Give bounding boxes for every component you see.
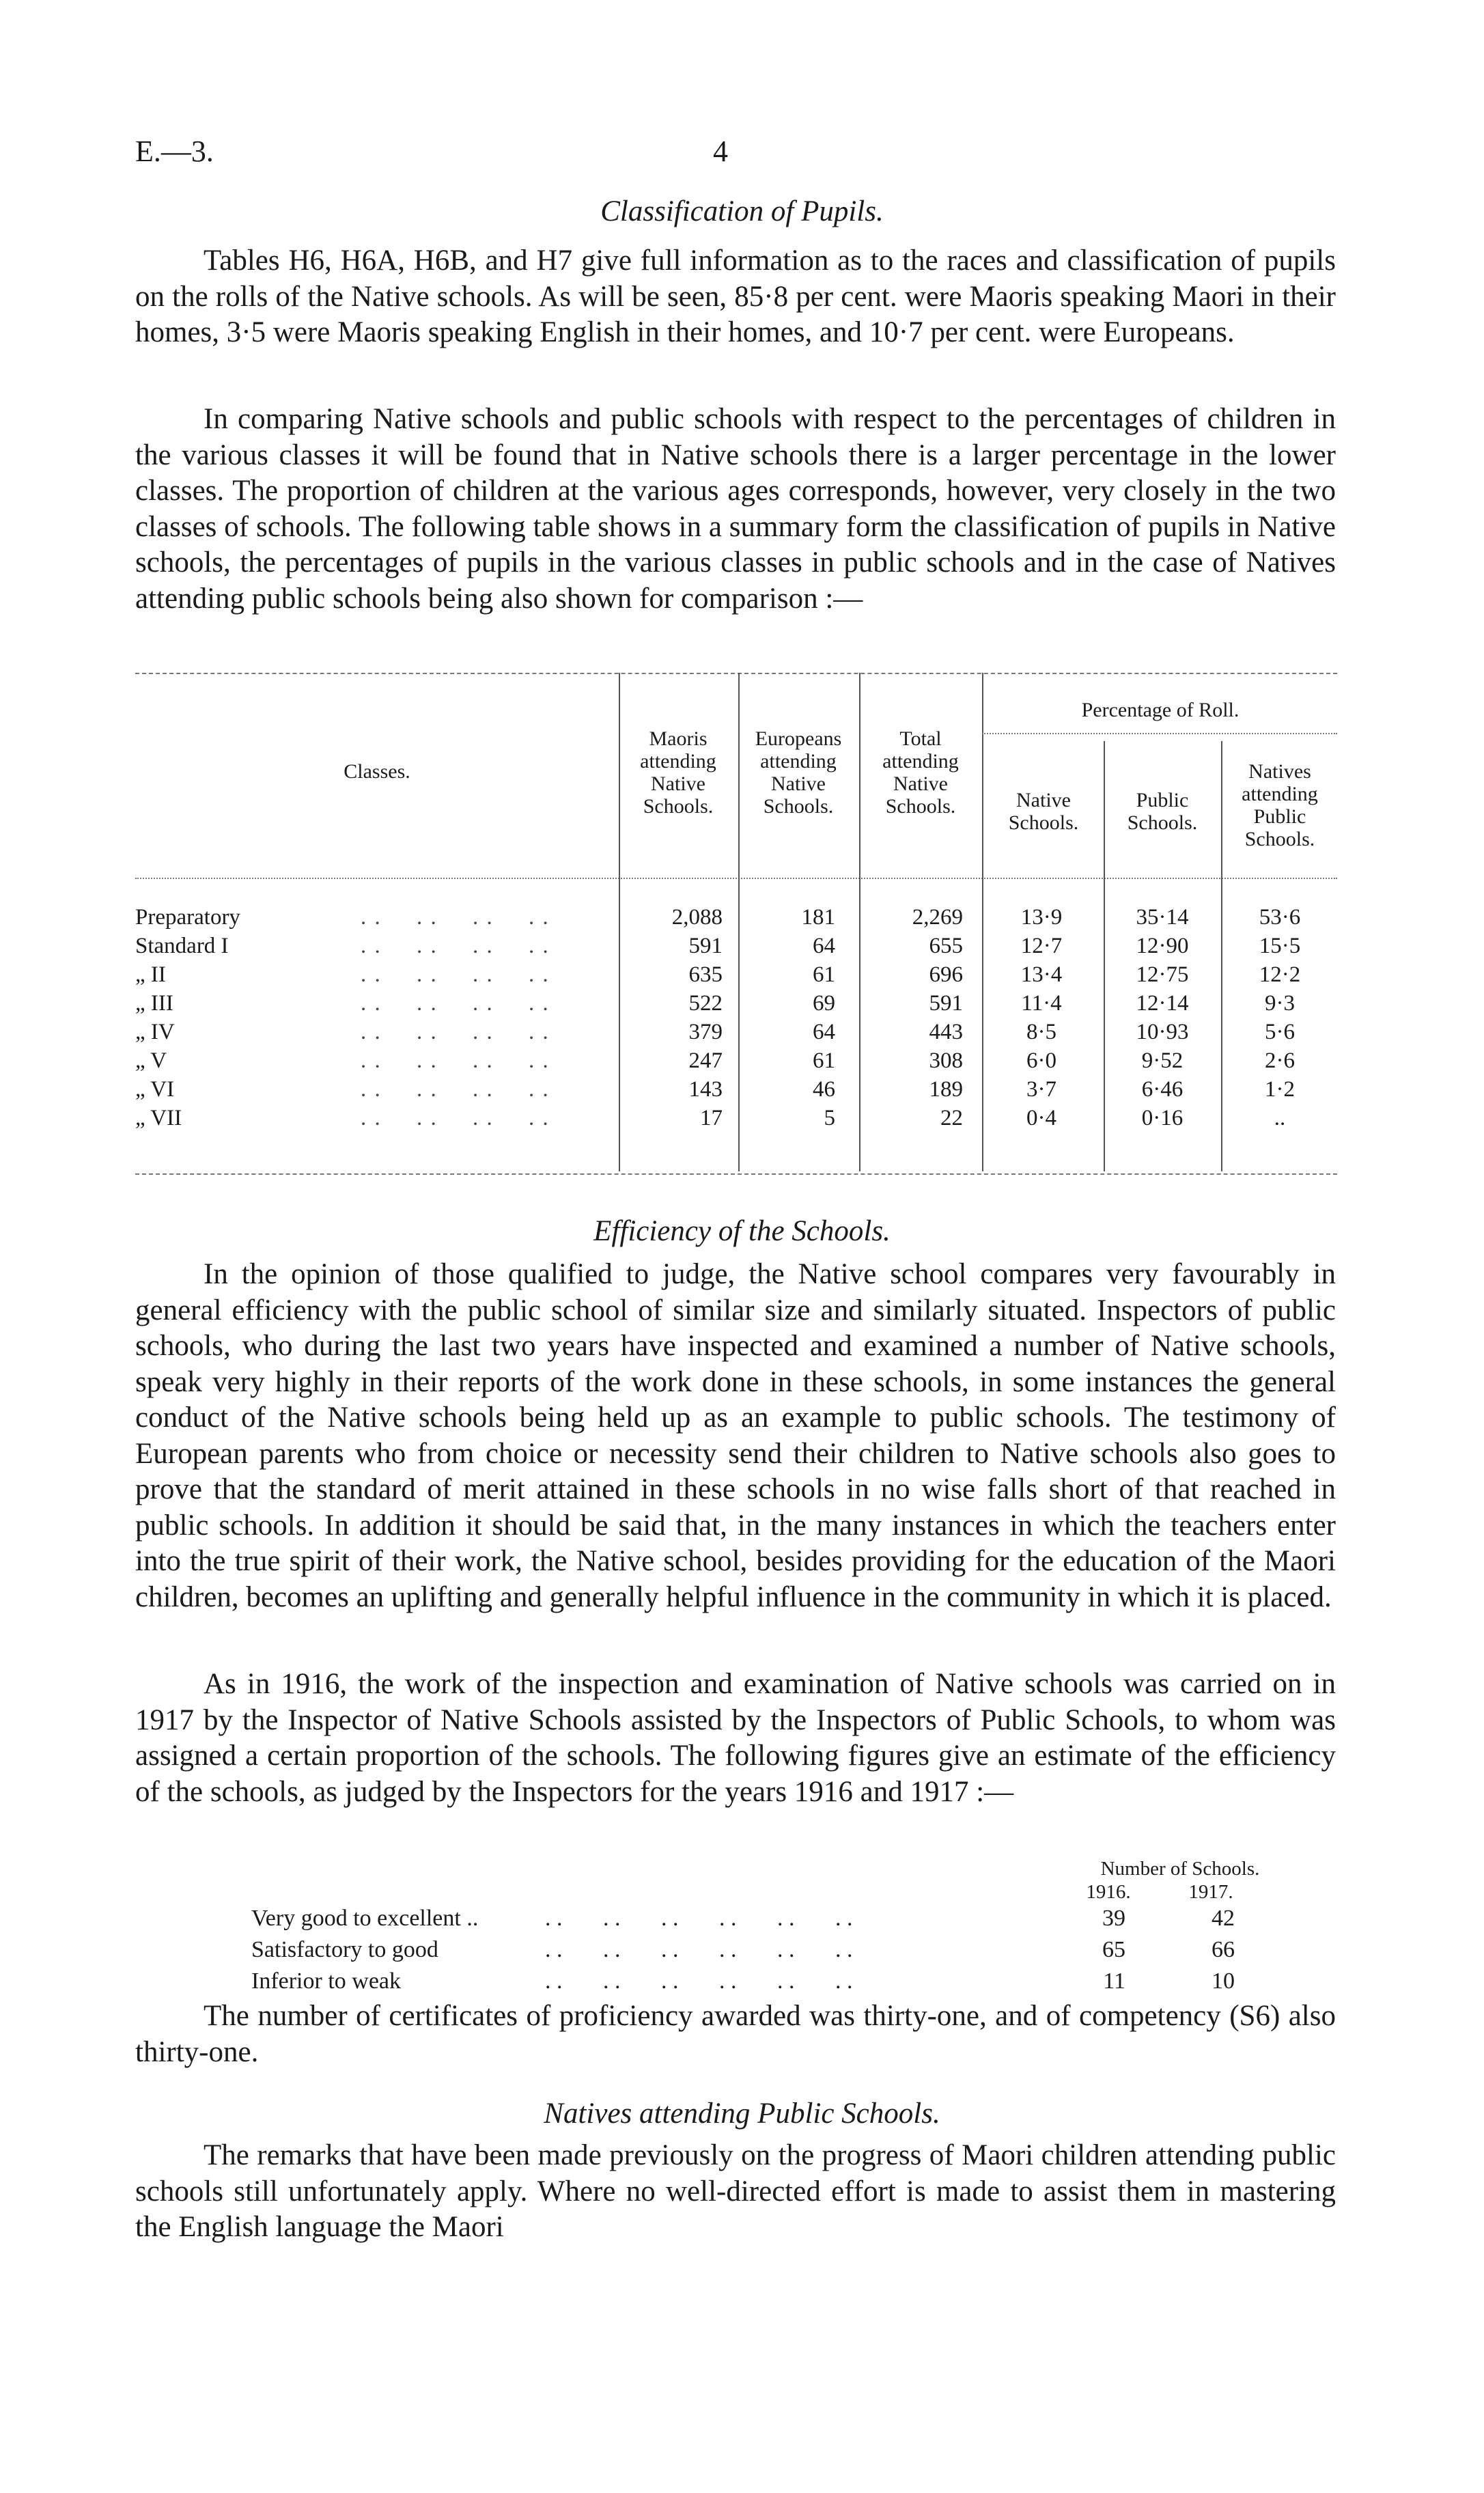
table-row — [135, 1020, 1337, 1050]
efficiency-year-1917: 1917. — [1188, 1881, 1233, 1903]
cell-total: 443 — [929, 1020, 963, 1044]
paragraph-efficiency-3: The number of certificates of proficiency awarded was thirty-one, and of competency (S6) also thirty-one. — [135, 2000, 1336, 2068]
header-maoris: Maoris attending Native Schools. — [640, 727, 716, 818]
cell-europeans: 61 — [813, 1048, 835, 1073]
page-number: 4 — [713, 135, 728, 168]
header-europeans: Europeans attending Native Schools. — [755, 727, 842, 818]
class-label: „ VII — [135, 1106, 182, 1130]
header-pct-public: Public Schools. — [1127, 789, 1198, 834]
leader-dots: . . . . . . . . — [361, 905, 550, 930]
header-classes: Classes. — [344, 760, 410, 783]
cell-maoris: 2,088 — [671, 905, 723, 930]
leader-dots: . . . . . . . . — [361, 1048, 550, 1073]
cell-public: 12·90 — [1136, 934, 1189, 958]
heading-natives-public: Natives attending Public Schools. — [544, 2098, 940, 2130]
paragraph-natives-public-1: The remarks that have been made previously on the progress of Maori children attending public schools still unfortunately apply. Where no well-directed effort is made to assist them in mastering the English language the Maori — [135, 2139, 1336, 2243]
class-label: „ IV — [135, 1020, 175, 1044]
cell-maoris: 379 — [688, 1020, 723, 1044]
efficiency-label: Very good to excellent .. — [251, 1906, 479, 1931]
leader-dots: . . . . . . . . — [361, 1077, 550, 1102]
class-label: „ II — [135, 962, 166, 987]
leader-dots: . . . . . . . . . . . . — [545, 1968, 853, 1994]
header-pct-native: Native Schools. — [1008, 789, 1079, 834]
cell-native: 13·4 — [1020, 962, 1063, 987]
cell-public: 0·16 — [1141, 1106, 1184, 1130]
cell-maoris: 522 — [688, 991, 723, 1016]
efficiency-table — [135, 1844, 1337, 2001]
efficiency-label: Inferior to weak — [251, 1968, 402, 1994]
cell-public: 35·14 — [1136, 905, 1189, 930]
efficiency-row — [251, 1937, 1344, 1967]
cell-total: 308 — [929, 1048, 963, 1073]
class-label: „ VI — [135, 1077, 175, 1102]
cell-total: 696 — [929, 962, 963, 987]
cell-maoris: 591 — [688, 934, 723, 958]
efficiency-row — [251, 1906, 1344, 1936]
efficiency-1916: 11 — [1103, 1968, 1125, 1994]
efficiency-row — [251, 1968, 1344, 1998]
table-bottom-rule — [135, 1173, 1337, 1175]
cell-native: 0·4 — [1026, 1106, 1056, 1130]
cell-natives-public: 1·2 — [1265, 1077, 1295, 1102]
cell-europeans: 64 — [813, 1020, 835, 1044]
leader-dots: . . . . . . . . — [361, 991, 550, 1016]
paragraph-efficiency-2: As in 1916, the work of the inspection and examination of Native schools was carried on in 1917 by the Inspector of Native Schools assisted by the Inspectors of Public Schools, to whom was assigned a certain proportion of the schools. The following figures give an estimate of the efficiency of the schools, as judged by the Inspectors for the years 1916 and 1917 :— — [135, 1668, 1336, 1808]
cell-total: 655 — [929, 934, 963, 958]
table-row — [135, 905, 1337, 935]
cell-public: 6·46 — [1141, 1077, 1184, 1102]
table-row — [135, 1077, 1337, 1107]
cell-total: 22 — [940, 1106, 963, 1130]
leader-dots: . . . . . . . . . . . . — [545, 1937, 853, 1962]
cell-natives-public: 5·6 — [1265, 1020, 1295, 1044]
cell-natives-public: 9·3 — [1265, 991, 1295, 1016]
cell-maoris: 17 — [700, 1106, 723, 1130]
efficiency-1917: 10 — [1212, 1968, 1235, 1994]
efficiency-1916: 39 — [1102, 1906, 1125, 1931]
cell-europeans: 46 — [813, 1077, 835, 1102]
leader-dots: . . . . . . . . — [361, 1106, 550, 1130]
class-label: Standard I — [135, 934, 229, 958]
cell-natives-public: 2·6 — [1265, 1048, 1295, 1073]
cell-public: 10·93 — [1136, 1020, 1189, 1044]
leader-dots: . . . . . . . . — [361, 934, 550, 958]
cell-maoris: 635 — [688, 962, 723, 987]
cell-natives-public: .. — [1274, 1106, 1286, 1130]
classes-table — [135, 673, 1337, 1192]
cell-maoris: 247 — [688, 1048, 723, 1073]
leader-dots: . . . . . . . . . . . . — [545, 1906, 853, 1931]
paragraph-classification-2: In comparing Native schools and public schools with respect to the percentages of children in the various classes it will be found that in Native schools there is a larger percentage in the lower classes. The proportion of children at the various ages corresponds, however, very closely in the two classes of schools. The following table shows in a summary form the classification of pupils in Native schools, the percentages of pupils in the various classes in public schools and in the case of Natives attending public schools being also shown for comparison :— — [135, 403, 1336, 615]
table-row — [135, 934, 1337, 964]
report-reference: E.—3. — [135, 135, 214, 168]
cell-natives-public: 12·2 — [1259, 962, 1301, 987]
efficiency-year-1916: 1916. — [1086, 1881, 1131, 1903]
class-label: „ V — [135, 1048, 167, 1073]
table-row — [135, 962, 1337, 992]
efficiency-1916: 65 — [1102, 1937, 1125, 1962]
cell-europeans: 181 — [801, 905, 835, 930]
cell-native: 3·7 — [1026, 1077, 1056, 1102]
header-total: Total attending Native Schools. — [882, 727, 959, 818]
cell-native: 12·7 — [1020, 934, 1063, 958]
cell-native: 6·0 — [1026, 1048, 1056, 1073]
leader-dots: . . . . . . . . — [361, 1020, 550, 1044]
heading-classification: Classification of Pupils. — [600, 195, 884, 227]
table-row — [135, 1106, 1337, 1136]
cell-europeans: 69 — [813, 991, 835, 1016]
paragraph-efficiency-1: In the opinion of those qualified to judge, the Native school compares very favourably in general efficiency with the public school of similar size and similarly situated. Inspectors of public schools, who during the last two years have inspected and examined a number of Native schools, speak very highly in their reports of the work done in these schools, in some instances the general conduct of the Native schools being held up as an example to public schools. The testimony of European parents who from choice or necessity send their children to Native schools also goes to prove that the standard of merit attained in these schools in no wise falls short of that reached in public schools. In addition it should be said that, in the many instances in which the teachers enter into the true spirit of their work, the Native school, besides providing for the education of the Maori children, becomes an uplifting and generally helpful influence in the community in which it is placed. — [135, 1258, 1336, 1613]
cell-public: 12·14 — [1136, 991, 1189, 1016]
cell-europeans: 5 — [824, 1106, 835, 1130]
table-top-rule — [135, 673, 1337, 674]
cell-public: 12·75 — [1136, 962, 1189, 987]
table-row — [135, 991, 1337, 1021]
cell-maoris: 143 — [688, 1077, 723, 1102]
cell-native: 11·4 — [1021, 991, 1062, 1016]
percentage-group-rule — [982, 733, 1337, 734]
efficiency-1917: 42 — [1212, 1906, 1235, 1931]
cell-public: 9·52 — [1141, 1048, 1184, 1073]
header-percentage-of-roll: Percentage of Roll. — [1081, 699, 1240, 721]
cell-europeans: 61 — [813, 962, 835, 987]
table-row — [135, 1048, 1337, 1078]
efficiency-label: Satisfactory to good — [251, 1937, 438, 1962]
header-pct-natives-public: Natives attending Public Schools. — [1242, 760, 1318, 850]
cell-europeans: 64 — [813, 934, 835, 958]
class-label: Preparatory — [135, 905, 240, 930]
efficiency-caption: Number of Schools. — [1100, 1858, 1260, 1880]
leader-dots: . . . . . . . . — [361, 962, 550, 987]
cell-total: 591 — [929, 991, 963, 1016]
cell-natives-public: 53·6 — [1259, 905, 1301, 930]
cell-native: 8·5 — [1026, 1020, 1056, 1044]
cell-native: 13·9 — [1020, 905, 1063, 930]
table-header-rule — [135, 878, 1337, 879]
cell-total: 189 — [929, 1077, 963, 1102]
efficiency-1917: 66 — [1212, 1937, 1235, 1962]
cell-total: 2,269 — [912, 905, 963, 930]
paragraph-classification-1: Tables H6, H6A, H6B, and H7 give full information as to the races and classification of pupils on the rolls of the Native schools. As will be seen, 85·8 per cent. were Maoris speaking Maori in their homes, 3·5 were Maoris speaking English in their homes, and 10·7 per cent. were Europeans. — [135, 245, 1336, 348]
heading-efficiency: Efficiency of the Schools. — [593, 1215, 891, 1247]
cell-natives-public: 15·5 — [1259, 934, 1301, 958]
class-label: „ III — [135, 991, 173, 1016]
